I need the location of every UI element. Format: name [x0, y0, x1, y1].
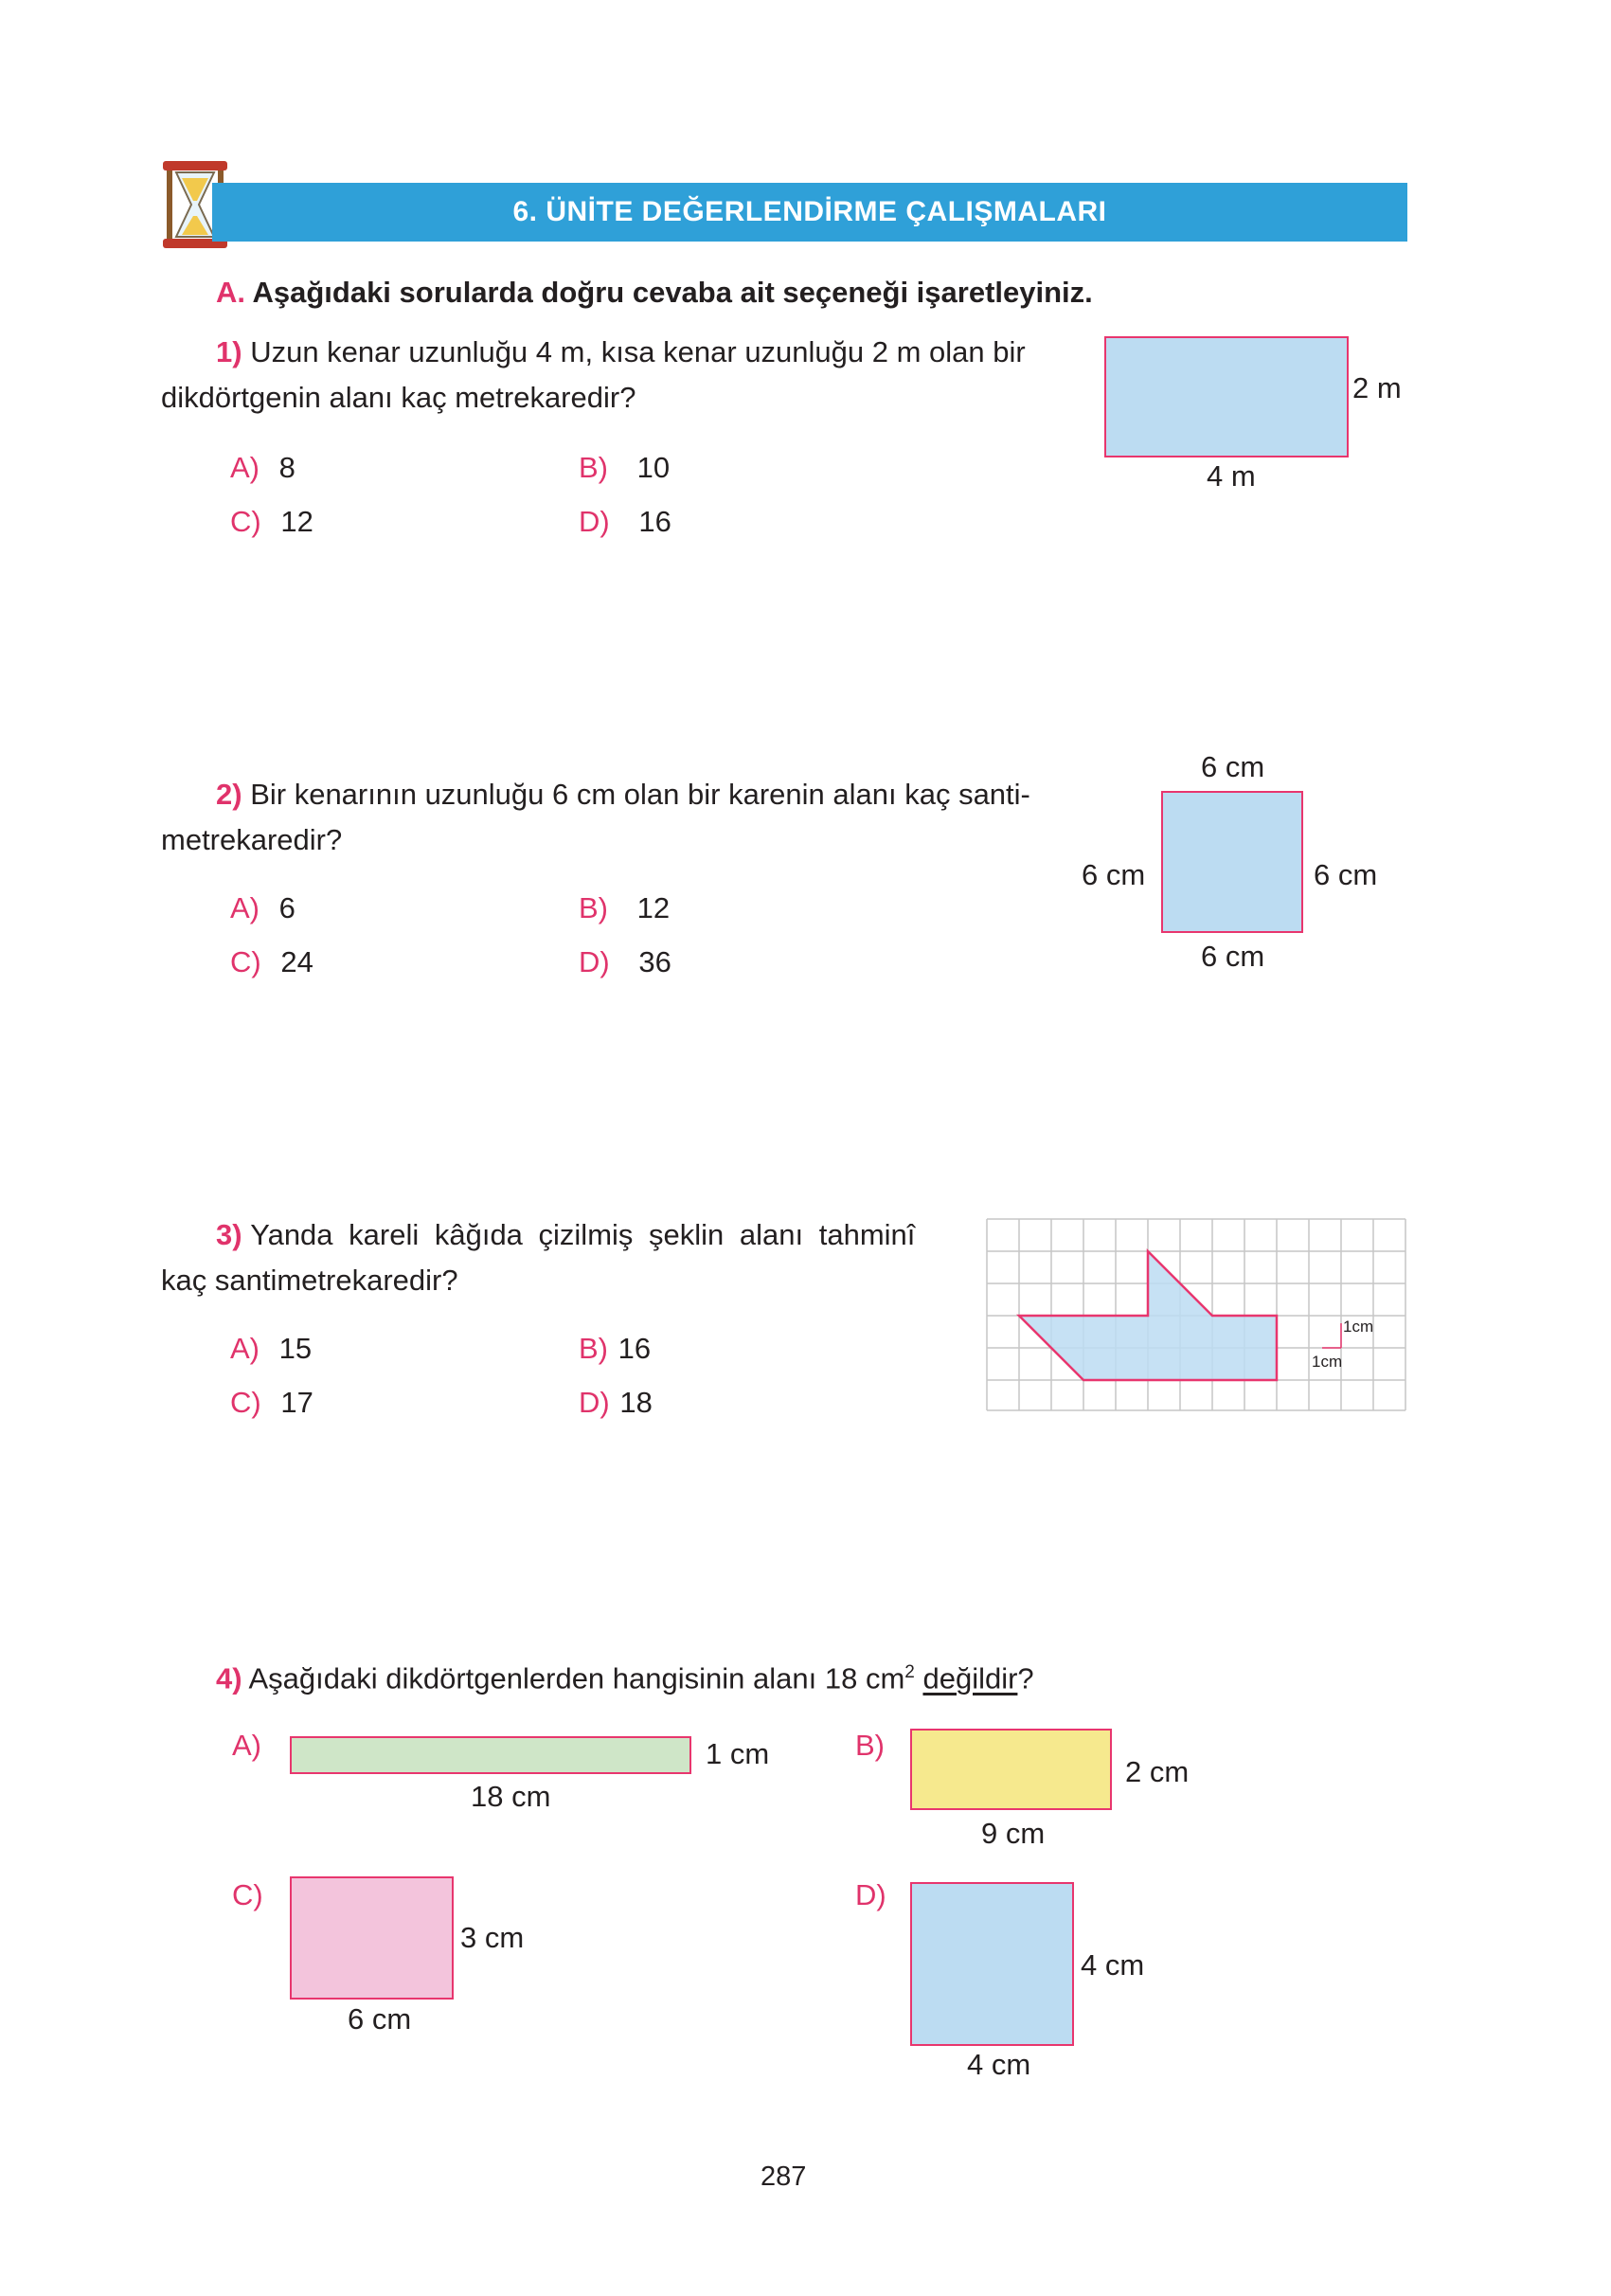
q4-option-c-width: 6 cm — [348, 2002, 412, 2036]
q3-option-b[interactable]: B) 16 — [579, 1332, 652, 1365]
q4-line — [216, 1650, 1034, 1701]
q2-option-c[interactable]: C) 24 — [230, 945, 313, 978]
section-label: A. — [216, 276, 245, 309]
q4-option-c-rect[interactable] — [290, 1876, 454, 2000]
q2-option-b[interactable]: B) 12 — [579, 891, 671, 924]
q4-text: Aşağıdaki dikdörtgenlerden hangisinin alanı 18 cm — [248, 1661, 905, 1695]
q3-text-2: kaç santimetrekaredir? — [161, 1264, 458, 1297]
q4-number: 4) — [216, 1661, 242, 1695]
q2-right-label: 6 cm — [1314, 858, 1378, 891]
q4-option-b-label[interactable]: B) — [855, 1729, 885, 1762]
q4-option-b-height: 2 cm — [1125, 1755, 1190, 1788]
q1-width-label: 4 m — [1207, 459, 1256, 493]
q4-option-b-rect[interactable] — [910, 1729, 1112, 1810]
q4-option-d-rect[interactable] — [910, 1882, 1074, 2046]
q4-option-a-label[interactable]: A) — [232, 1729, 261, 1762]
q4-option-c-height: 3 cm — [460, 1921, 525, 1954]
q2-option-d[interactable]: D) 36 — [579, 945, 671, 978]
q2-top-label: 6 cm — [1201, 750, 1265, 783]
q2-number: 2) — [216, 778, 242, 811]
q1-line1 — [216, 330, 1026, 375]
q3-text-1: Yanda kareli kâğıda çizilmiş şeklin alanı tahminî — [250, 1218, 916, 1251]
q1-text-2: dikdörtgenin alanı kaç metrekaredir? — [161, 381, 636, 414]
q2-left-label: 6 cm — [1082, 858, 1146, 891]
q3-shape — [1019, 1251, 1277, 1380]
q3-line1 — [216, 1212, 915, 1258]
q3-number: 3) — [216, 1218, 242, 1251]
q4-option-b-width: 9 cm — [981, 1817, 1046, 1850]
q2-text-1: Bir kenarının uzunluğu 6 cm olan bir karenin alanı kaç santi- — [250, 778, 1030, 811]
q4-question-mark: ? — [1017, 1661, 1034, 1695]
q2-line1 — [216, 772, 1030, 817]
q1-option-c[interactable]: C) 12 — [230, 505, 313, 538]
q4-option-d-width: 4 cm — [967, 2048, 1031, 2081]
q1-option-a[interactable]: A) 8 — [230, 451, 295, 484]
instruction-text: Aşağıdaki sorularda doğru cevaba ait seçeneği işaretleyiniz. — [252, 276, 1093, 309]
q1-option-d[interactable]: D) 16 — [579, 505, 671, 538]
q4-underlined: değildir — [922, 1661, 1018, 1695]
q4-superscript: 2 — [904, 1662, 915, 1682]
page-title: 6. ÜNİTE DEĞERLENDİRME ÇALIŞMALARI — [512, 196, 1107, 227]
q2-text-2: metrekaredir? — [161, 823, 343, 856]
q1-text-1: Uzun kenar uzunluğu 4 m, kısa kenar uzunluğu 2 m olan bir — [250, 335, 1026, 368]
q3-unit-width-label: 1cm — [1312, 1353, 1343, 1371]
q3-unit-height-label: 1cm — [1343, 1318, 1374, 1336]
q4-option-a-height: 1 cm — [706, 1737, 770, 1770]
q3-option-a[interactable]: A) 15 — [230, 1332, 313, 1365]
page-number: 287 — [761, 2161, 807, 2192]
q4-option-a-rect[interactable] — [290, 1736, 691, 1774]
q1-number: 1) — [216, 335, 242, 368]
q4-option-d-label[interactable]: D) — [855, 1878, 886, 1911]
q4-option-d-height: 4 cm — [1081, 1948, 1145, 1982]
q4-option-c-label[interactable]: C) — [232, 1878, 263, 1911]
q4-option-a-width: 18 cm — [471, 1780, 551, 1813]
q1-option-b[interactable]: B) 10 — [579, 451, 671, 484]
section-instruction — [216, 270, 1093, 315]
q2-option-a[interactable]: A) 6 — [230, 891, 295, 924]
q2-bottom-label: 6 cm — [1201, 940, 1265, 973]
q1-height-label: 2 m — [1352, 371, 1402, 404]
q3-grid-figure — [985, 1217, 1407, 1412]
q2-square — [1161, 791, 1303, 933]
q3-option-c[interactable]: C) 17 — [230, 1386, 313, 1419]
q3-option-d[interactable]: D) 18 — [579, 1386, 653, 1419]
q1-rectangle — [1104, 336, 1349, 457]
